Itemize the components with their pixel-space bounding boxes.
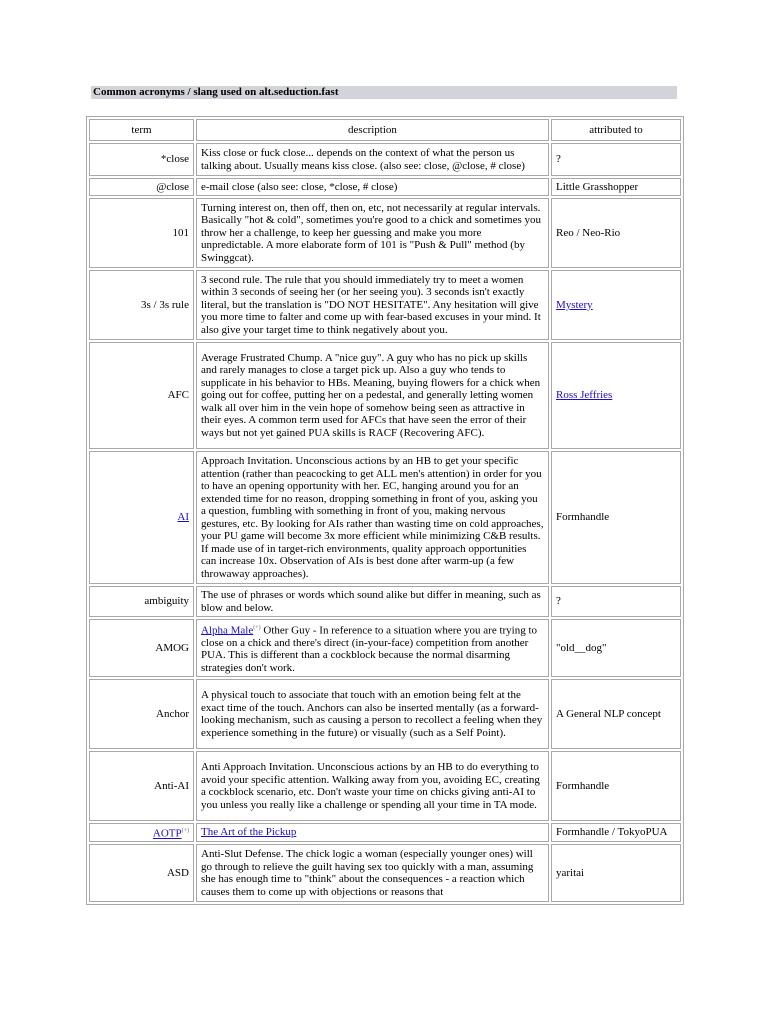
- table-row: [89, 679, 681, 749]
- row-attributed: Formhandle / TokyoPUA: [551, 823, 681, 842]
- row-description-text: Other Guy - In reference to a situation where you are trying to close on a chick and there's direct (in-your-face) competition from another PUA. This is different than a cockblock because the normal disarming strategies don't work.: [201, 624, 538, 674]
- row-description: A physical touch to associate that touch with an emotion being felt at the exact time of the touch. Anchors can also be inserted mentally (as a forward-looking mechanism, such as causing a person to recollect a feeling when they experience something in the future) or visually (such as a Self Point).: [196, 679, 549, 749]
- row-term: Anti-AI: [89, 751, 194, 821]
- table-row: [89, 143, 681, 176]
- row-term: [89, 451, 194, 584]
- row-description: Approach Invitation. Unconscious actions by an HB to get your specific attention (rather than peacocking to get ALL men's attention) in order for you to have an opening opportunity with her. EC, hanging around you for an extended time for no reason, dropping something in front of you, asking you a question, fumbling with something in front of you, making nervous gestures, etc. By looking for AIs rather than wasting time on cold approaches, your PU game will become 3x more efficient while minimizing C&B results. If made use of in target-rich environments, quality approach opportunities can increase 10x. Observation of AIs is best done after warm-up (a few throwaway approaches).: [196, 451, 549, 584]
- row-attributed: Formhandle: [551, 451, 681, 584]
- header-description: description: [196, 119, 549, 141]
- table-row: [89, 844, 681, 902]
- row-attributed: "old__dog": [551, 619, 681, 677]
- row-term: AFC: [89, 342, 194, 449]
- row-term: 3s / 3s rule: [89, 270, 194, 340]
- row-term: Anchor: [89, 679, 194, 749]
- row-description: Turning interest on, then off, then on, etc, not necessarily at regular intervals. Basically "hot & cold", sometimes you're good to a chick and sometimes you throw her a challenge, to keep her guessing and make you more unpredictable. A more elaborate form of 101 is "Push & Pull" method (by Swinggcat).: [196, 198, 549, 268]
- row-description: [196, 823, 549, 842]
- row-description: Kiss close or fuck close... depends on the context of what the person us talking about. Usually means kiss close. (also see: close, @close, # close): [196, 143, 549, 176]
- row-term: [89, 823, 194, 842]
- table-row: [89, 823, 681, 842]
- row-description: e-mail close (also see: close, *close, # close): [196, 178, 549, 196]
- row-term: ASD: [89, 844, 194, 902]
- attribution-link-ross-jeffries[interactable]: Ross Jeffries: [556, 389, 613, 402]
- row-description: Average Frustrated Chump. A "nice guy". A guy who has no pick up skills and rarely manages to close a target pick up. Also a guy who tends to supplicate in his behavior to HBs. Meaning, buying flowers for a chick when going out for coffee, putting her on a pedestal, and generally letting women walk all over him in the vein hope of somehow being seen as attractive in their eyes. A common term used for AFCs that have seen the error of their ways but not yet gained PUA skills is RACF (Recovering AFC).: [196, 342, 549, 449]
- row-attributed: A General NLP concept: [551, 679, 681, 749]
- row-attributed: Reo / Neo-Rio: [551, 198, 681, 268]
- row-attributed: yaritai: [551, 844, 681, 902]
- term-link-ai[interactable]: AI: [177, 511, 189, 524]
- table-row: [89, 270, 681, 340]
- row-attributed: Little Grasshopper: [551, 178, 681, 196]
- row-attributed: [551, 342, 681, 449]
- row-attributed: ?: [551, 586, 681, 617]
- row-attributed: Formhandle: [551, 751, 681, 821]
- table-row: [89, 342, 681, 449]
- table-row: [89, 619, 681, 677]
- row-term: *close: [89, 143, 194, 176]
- row-description: Anti-Slut Defense. The chick logic a woman (especially younger ones) will go through to relieve the guilt having sex too quickly with a man, assuming she has enough time to "think" about the consequences - a reaction which causes them to come up with objections or reasons that: [196, 844, 549, 902]
- link-marker: (+): [253, 624, 261, 631]
- header-attributed: attributed to: [551, 119, 681, 141]
- table-row: [89, 751, 681, 821]
- row-attributed: [551, 270, 681, 340]
- attribution-link-mystery[interactable]: Mystery: [556, 298, 593, 311]
- table-row: [89, 198, 681, 268]
- row-description: 3 second rule. The rule that you should immediately try to meet a women within 3 seconds of seeing her (or her seeing you). 3 seconds isn't exactly literal, but the translation is "DO NOT HESITATE". Any hesitation will give you more time to falter and come up with fear-based excuses in your mind. It also give your target time to think negatively about you.: [196, 270, 549, 340]
- row-description: The use of phrases or words which sound alike but differ in meaning, such as blow and below.: [196, 586, 549, 617]
- table-row: [89, 586, 681, 617]
- page-title: Common acronyms / slang used on alt.seduction.fast: [91, 86, 677, 99]
- table-row: [89, 178, 681, 196]
- row-description: Anti Approach Invitation. Unconscious actions by an HB to do everything to avoid your specific attention. Walking away from you, avoiding EC, creating a cockblock scenario, etc. Don't waste your time on chicks giving anti-AI to you unless you really like a challenge or spending all your time in TA mode.: [196, 751, 549, 821]
- row-term: ambiguity: [89, 586, 194, 617]
- description-link-alpha-male[interactable]: Alpha Male: [201, 624, 254, 637]
- row-term: 101: [89, 198, 194, 268]
- row-description: [196, 619, 549, 677]
- table-row: [89, 451, 681, 584]
- row-term: AMOG: [89, 619, 194, 677]
- term-link-aotp[interactable]: AOTP: [152, 827, 182, 840]
- link-marker: (+): [181, 828, 189, 834]
- row-term: @close: [89, 178, 194, 196]
- header-term: term: [89, 119, 194, 141]
- row-attributed: ?: [551, 143, 681, 176]
- glossary-table: [86, 116, 684, 905]
- table-header-row: [89, 119, 681, 141]
- description-link-art-of-the-pickup[interactable]: The Art of the Pickup: [201, 826, 297, 839]
